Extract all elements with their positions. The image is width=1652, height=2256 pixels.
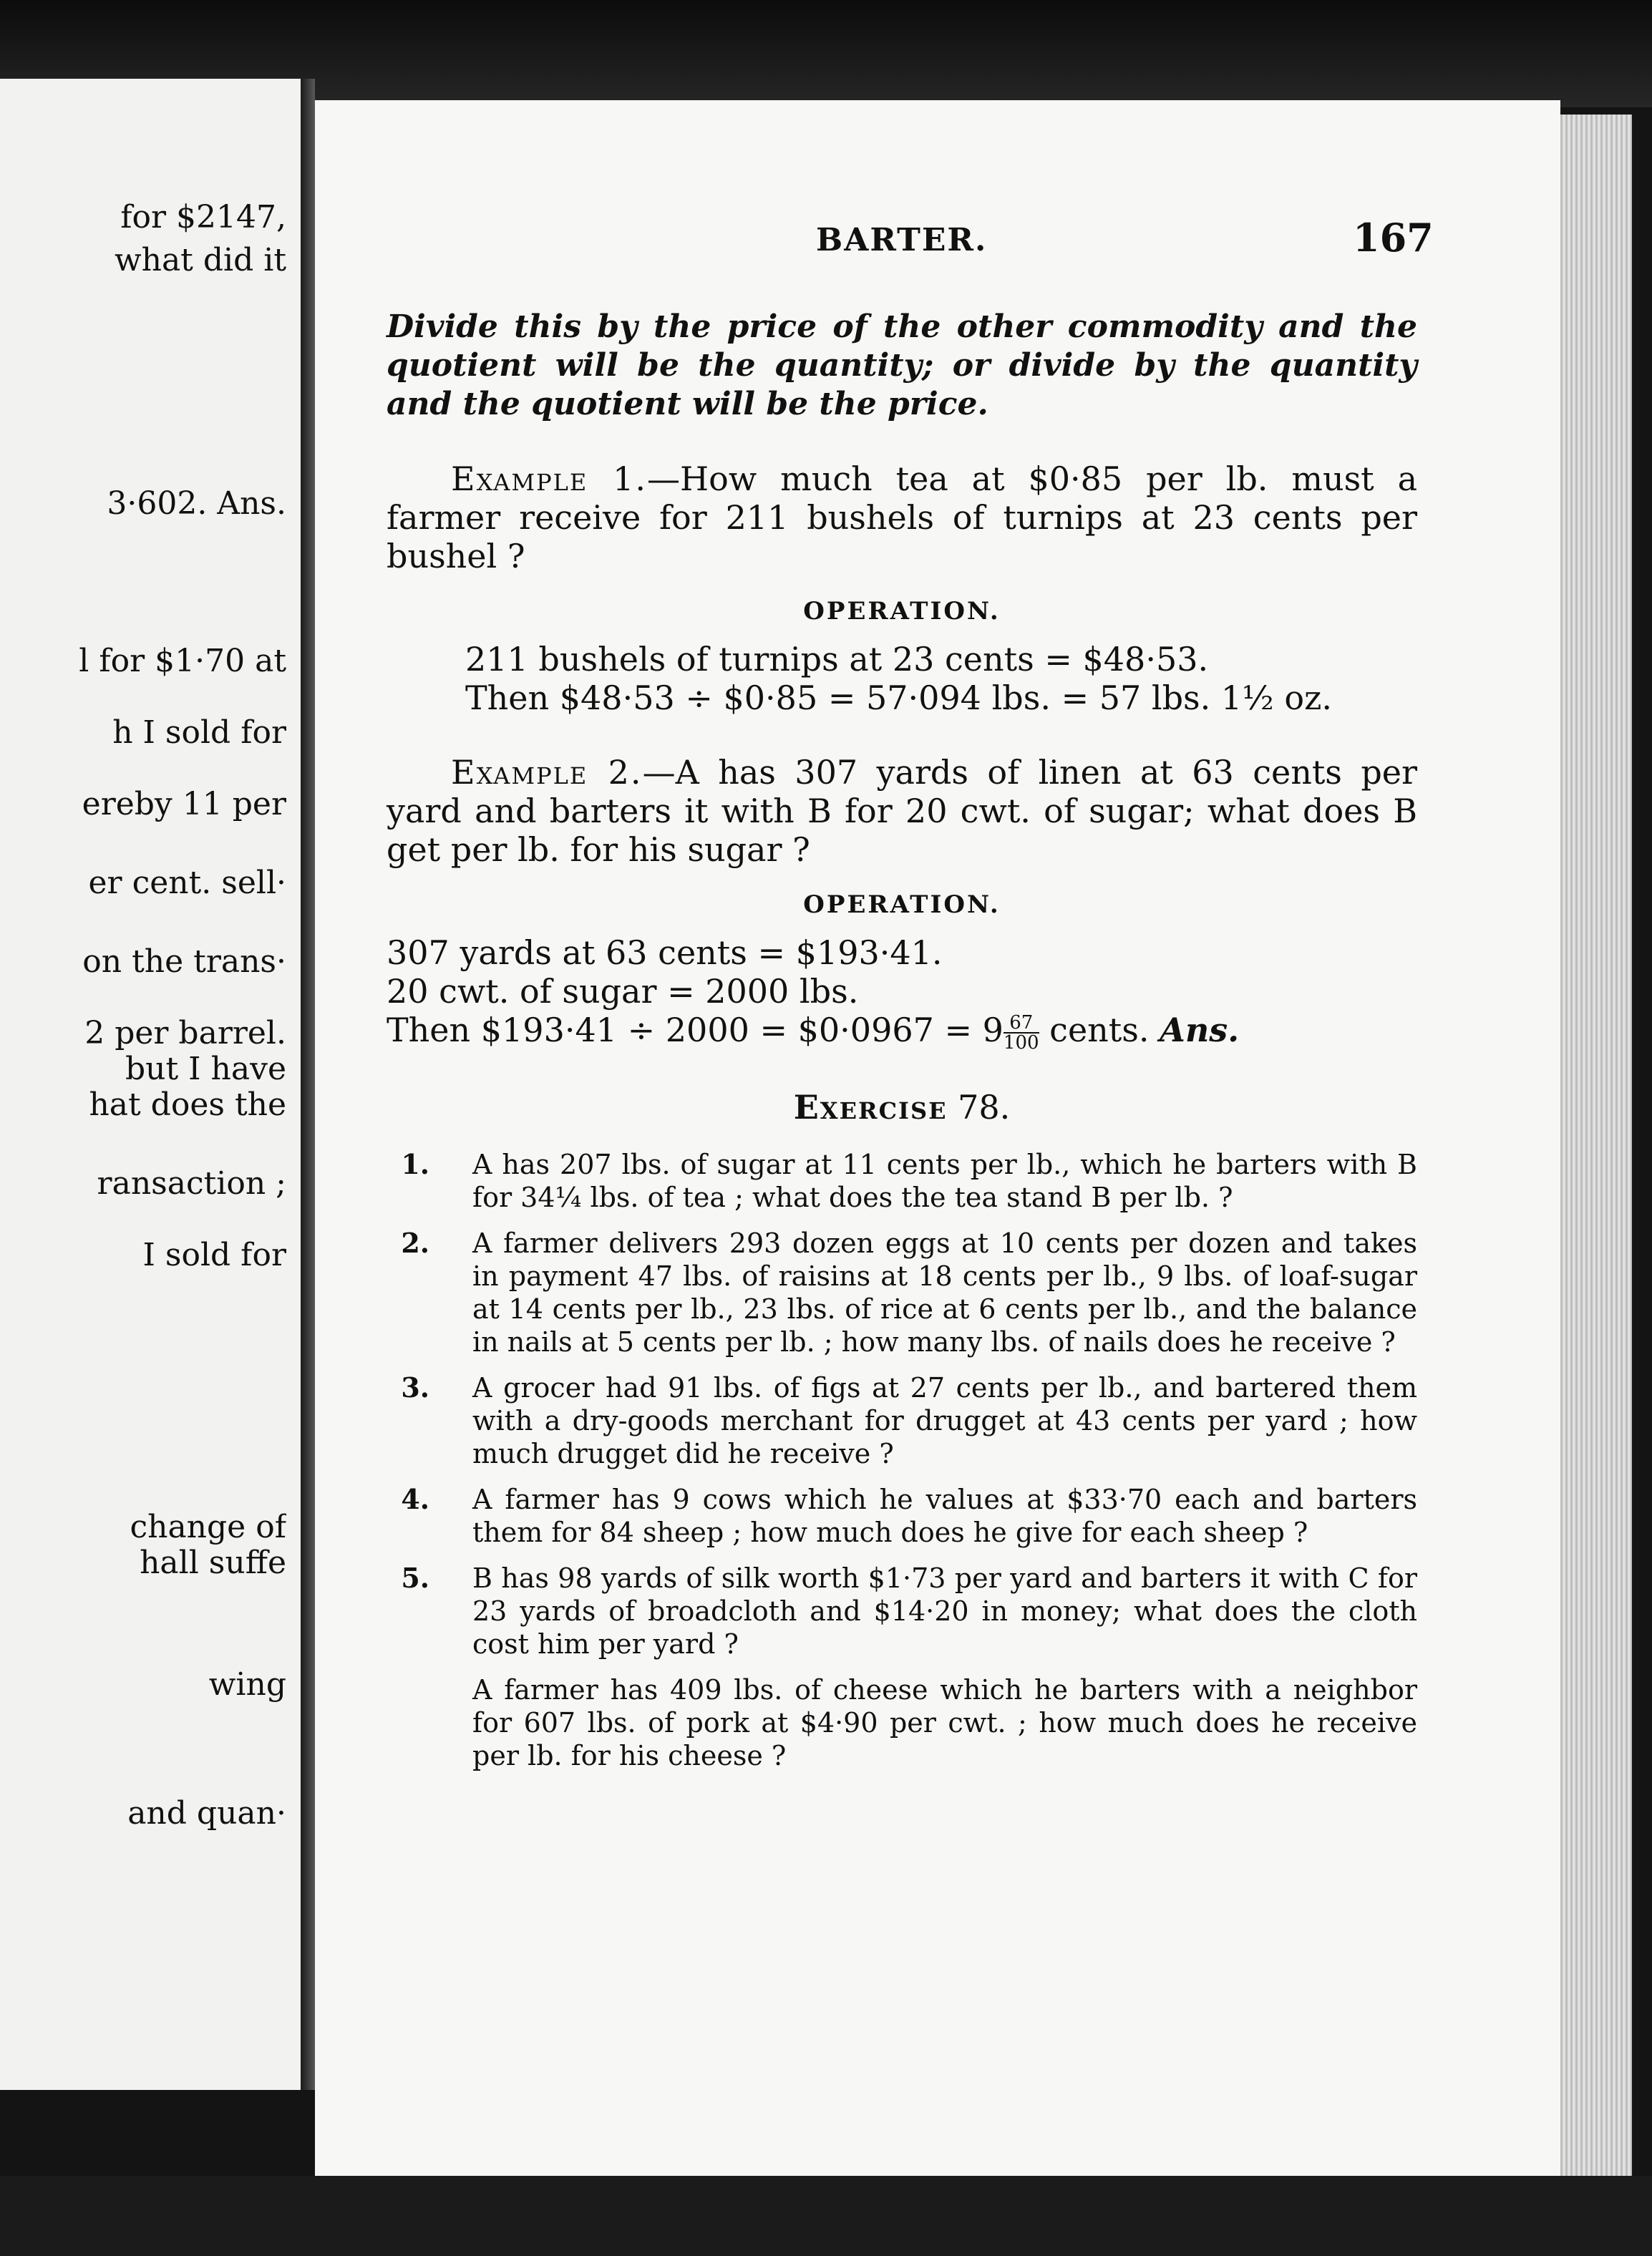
problem-item bbox=[387, 1483, 1417, 1549]
left-page-text-fragment: and quan· bbox=[127, 1796, 286, 1832]
example-1-lead: Example 1. bbox=[451, 460, 648, 498]
left-page-text-fragment: on the trans· bbox=[82, 945, 286, 980]
example-2-text bbox=[387, 753, 1417, 869]
example-2-lead: Example 2. bbox=[451, 753, 643, 792]
example-1-line-1: 211 bushels of turnips at 23 cents = $48·53. bbox=[465, 640, 1209, 679]
left-page-text-fragment: wing bbox=[208, 1668, 286, 1703]
example-2-line-2: 20 cwt. of sugar = 2000 lbs. bbox=[387, 972, 859, 1011]
example-1-text bbox=[387, 460, 1417, 575]
scan-background-bottom bbox=[0, 2176, 1652, 2256]
problem-text: A has 207 lbs. of sugar at 11 cents per lb., which he barters with B for 34¼ lbs. of tea ; what does the tea stand B per lb. ? bbox=[472, 1149, 1417, 1213]
problem-text: A farmer delivers 293 dozen eggs at 10 cents per dozen and takes in payment 47 lbs. of raisins at 18 cents per lb., 9 lbs. of loaf-sugar at 14 cents per lb., 23 lbs. of rice at 6 cents per lb., and the balance in nails at 5 cents per lb. ; how many lbs. of nails does he receive ? bbox=[472, 1227, 1417, 1358]
exercise-heading bbox=[387, 1088, 1417, 1127]
fraction bbox=[1004, 1013, 1039, 1052]
problem-item bbox=[387, 1148, 1417, 1214]
example-1-line-2: Then $48·53 ÷ $0·85 = 57·094 lbs. = 57 lbs. 1½ oz. bbox=[465, 679, 1332, 717]
example-1-operation-heading: OPERATION. bbox=[803, 597, 1001, 626]
book-gutter bbox=[301, 79, 315, 2090]
problem-number: 3. bbox=[401, 1371, 429, 1404]
left-page-text-fragment: hat does the bbox=[89, 1088, 286, 1123]
example-2-body: —A has 307 yards of linen at 63 cents per yard and barters it with B for 20 cwt. of sugar; what does B get per lb. for his sugar ? bbox=[387, 753, 1417, 869]
left-page-text-fragment: for $2147, bbox=[120, 200, 286, 235]
fraction-denominator: 100 bbox=[1003, 1032, 1039, 1054]
left-page-text-fragment: change of bbox=[130, 1510, 286, 1545]
left-page-text-fragment: but I have bbox=[125, 1052, 286, 1087]
problem-item bbox=[387, 1227, 1417, 1358]
book-page bbox=[315, 100, 1560, 2176]
problem-text: A farmer has 409 lbs. of cheese which he barters with a neighbor for 607 lbs. of pork at $4·90 per cwt. ; how much does he receive per lb. for his cheese ? bbox=[472, 1674, 1417, 1771]
problem-number: 5. bbox=[401, 1562, 429, 1594]
problem-text: A farmer has 9 cows which he values at $33·70 each and barters them for 84 sheep ; how much does he give for each sheep ? bbox=[472, 1484, 1417, 1548]
fraction-numerator: 67 bbox=[1004, 1013, 1039, 1034]
left-page-text-fragment: ransaction ; bbox=[97, 1167, 286, 1202]
page-title: BARTER. bbox=[816, 222, 988, 258]
answer-marker: Ans. bbox=[1160, 1011, 1240, 1049]
left-page-text-fragment: what did it bbox=[114, 243, 286, 278]
page-content bbox=[387, 308, 1417, 1785]
left-page-text-fragment: 3·602. Ans. bbox=[107, 487, 286, 522]
page-edges bbox=[1560, 115, 1632, 2176]
example-1-body: —How much tea at $0·85 per lb. must a farmer receive for 211 bushels of turnips at 23 cents per bushel ? bbox=[387, 460, 1417, 575]
left-page-fragment bbox=[0, 79, 308, 2090]
exercise-label: Exercise bbox=[793, 1088, 948, 1127]
example-2-line-3-prefix: Then $193·41 ÷ 2000 = $0·0967 = 9 bbox=[387, 1011, 1004, 1049]
problem-number: 4. bbox=[401, 1483, 429, 1515]
left-page-text-fragment: er cent. sell· bbox=[88, 866, 286, 901]
left-page-text-fragment: I sold for bbox=[142, 1238, 286, 1273]
example-2-line-1: 307 yards at 63 cents = $193·41. bbox=[387, 933, 943, 972]
problem-list bbox=[387, 1148, 1417, 1772]
example-1-operation bbox=[387, 640, 1417, 717]
problem-item bbox=[387, 1562, 1417, 1661]
left-page-text-fragment: 2 per barrel. bbox=[84, 1016, 286, 1051]
example-2-operation-heading: OPERATION. bbox=[803, 890, 1001, 919]
problem-item bbox=[387, 1673, 1417, 1772]
problem-text: A grocer had 91 lbs. of figs at 27 cents per lb., and bartered them with a dry-goods merchant for drugget at 43 cents per yard ; how much drugget did he receive ? bbox=[472, 1372, 1417, 1469]
problem-number: 2. bbox=[401, 1227, 429, 1259]
rule-paragraph: Divide this by the price of the other commodity and the quotient will be the quantity; or divide by the quantity and the quotient will be the price. bbox=[387, 308, 1417, 422]
left-page-text-fragment: l for $1·70 at bbox=[79, 644, 286, 679]
left-page-text-fragment: h I sold for bbox=[112, 716, 286, 751]
example-2-line-3-suffix: cents. bbox=[1039, 1011, 1150, 1049]
problem-item bbox=[387, 1371, 1417, 1470]
page-number: 167 bbox=[1353, 215, 1434, 261]
problem-text: B has 98 yards of silk worth $1·73 per yard and barters it with C for 23 yards of broadcloth and $14·20 in money; what does the cloth cost him per yard ? bbox=[472, 1562, 1417, 1660]
problem-number: 1. bbox=[401, 1148, 429, 1180]
left-page-text-fragment: ereby 11 per bbox=[82, 787, 286, 822]
example-2-operation bbox=[387, 933, 1417, 1052]
example-2-line-3 bbox=[387, 1011, 1417, 1052]
exercise-number: 78. bbox=[958, 1088, 1011, 1127]
left-page-text-fragment: hall suffe bbox=[140, 1546, 286, 1581]
